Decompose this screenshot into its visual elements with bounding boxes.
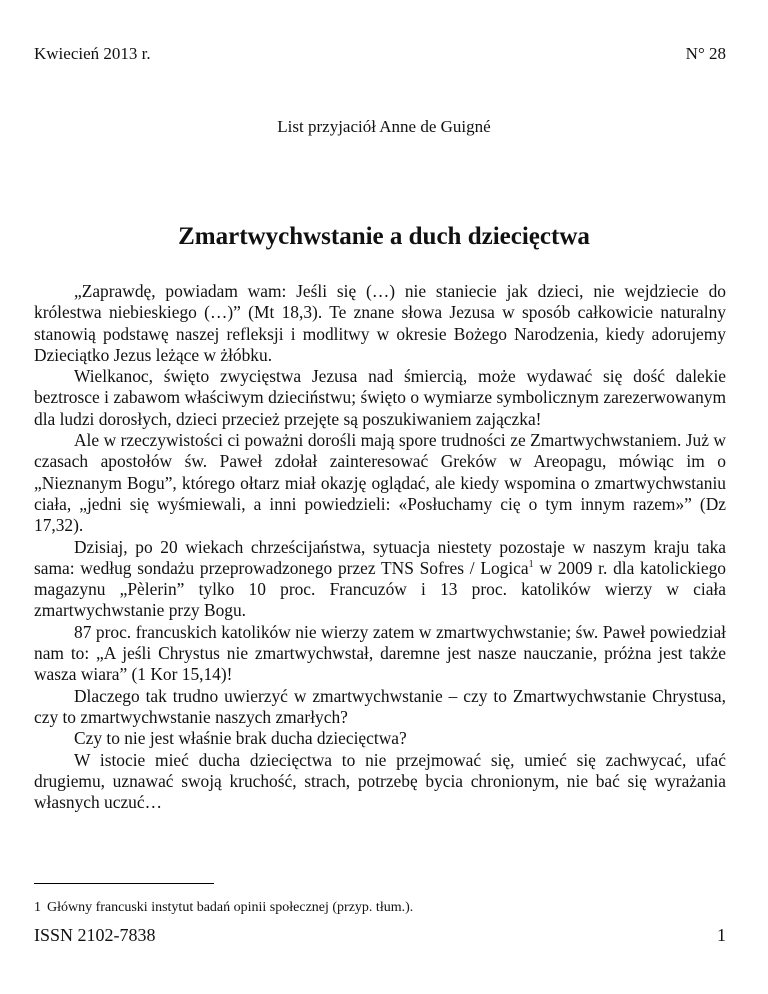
paragraph-with-footnote [34,537,726,622]
paragraph: 87 proc. francuskich katolików nie wierzy zatem w zmartwychwstanie; św. Paweł powiedział nam to: „A jeśli Chrystus nie zmartwychwstał, daremne jest nasze nauczanie, próżna jest także wasza wiara” (1 Kor 15,14)! [34,621,726,685]
paragraph: „Zaprawdę, powiadam wam: Jeśli się (…) nie staniecie jak dzieci, nie wejdziecie do królestwa niebieskiego (…)” (Mt 18,3). Te znane słowa Jezusa w sposób całkowicie naturalny stanowią podstawę naszej refleksji i modlitwy w okresie Bożego Narodzenia, kiedy adorujemy Dzieciątko Jezus leżące w żłóbku. [34,281,726,365]
issue-number: N° 28 [685,44,726,63]
footnote [34,899,726,916]
issue-date: Kwiecień 2013 r. [34,44,151,63]
paragraph: Wielkanoc, święto zwycięstwa Jezusa nad śmiercią, może wydawać się dość dalekie beztrosce i zabawom właściwym dzieciństwu; święto o wymiarze symbolicznym zarezerwowanym dla ludzi dorosłych, dzieci przecież przejęte są poszukiwaniem zajączka! [34,366,726,429]
paragraph: Dlaczego tak trudno uwierzyć w zmartwychwstanie – czy to Zmartwychwstanie Chrystusa, czy to zmartwychwstanie naszych zmarłych? [34,685,726,727]
footnote-number: 1 [34,900,41,915]
newsletter-subtitle: List przyjaciół Anne de Guigné [277,117,491,136]
paragraph: Ale w rzeczywistości ci poważni dorośli mają spore trudności ze Zmartwychwstaniem. Już w czasach apostołów św. Paweł zdołał zainteresować Greków w Areopagu, mówiąc im o „Nieznanym Bogu”, którego ołtarz miał okazję oglądać, ale kiedy wspomina o zmartwychwstaniu ciała, „jedni się wyśmiewali, a inni powiedzieli: «Posłuchamy cię o tym innym razem»” (Dz 17,32). [34,430,726,536]
paragraph: Czy to nie jest właśnie brak ducha dziecięctwa? [74,728,407,749]
paragraph-text: w 2009 r. dla katolickiego magazynu „Pèlerin” tylko 10 proc. Francuzów i 13 proc. katolików wierzy w ciała zmartwychwstanie przy Bogu. [34,557,726,621]
article-title: Zmartwychwstanie a duch dziecięctwa [178,223,590,250]
article-body [34,281,726,813]
footnote-marker[interactable]: 1 [528,559,534,571]
footnote-divider [34,883,214,884]
paragraph: W istocie mieć ducha dziecięctwa to nie przejmować się, umieć się zachwycać, ufać drugiemu, uznawać swoją kruchość, strach, potrzebę bycia chronionym, nie bać się wyrażania własnych uczuć… [34,749,726,813]
paragraph-text: Dzisiaj, po 20 wiekach chrześcijaństwa, sytuacja niestety pozostaje w naszym kraju taka sama: według sondażu przeprowadzonego przez TNS Sofres / Logica [34,536,726,578]
footnote-text: Główny francuski instytut badań opinii społecznej (przyp. tłum.). [47,900,414,915]
page-number: 1 [717,925,726,945]
issn-label: ISSN 2102-7838 [34,925,156,945]
